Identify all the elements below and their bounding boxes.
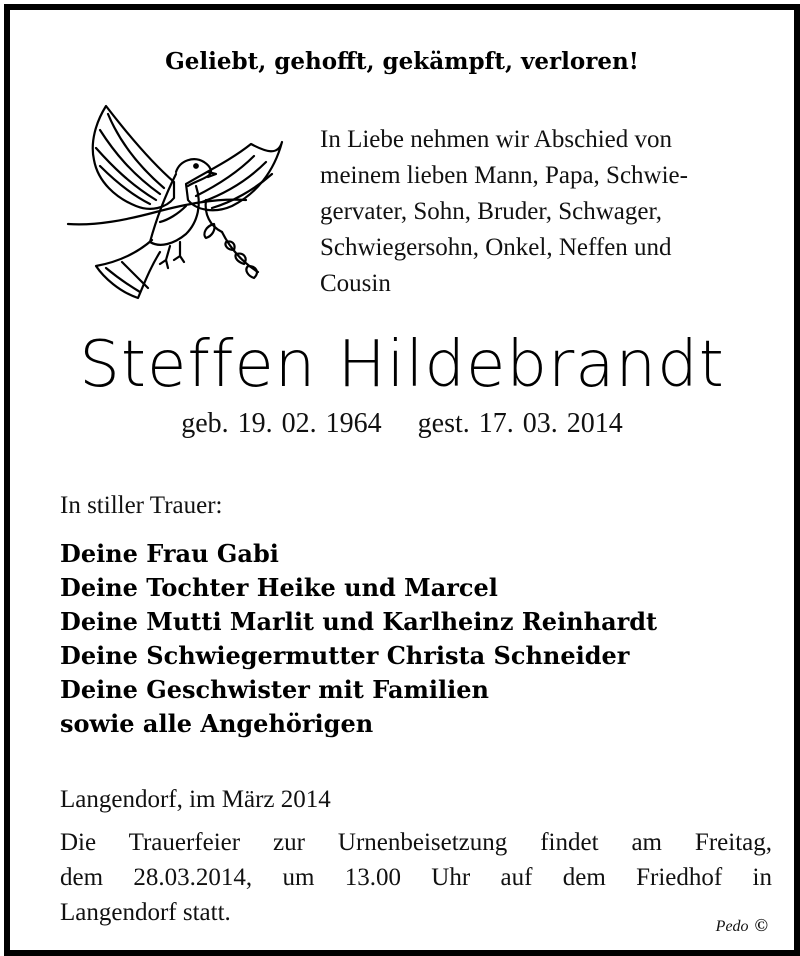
intro-text — [320, 122, 766, 302]
mourners-list — [60, 537, 657, 741]
notice-line: dem 28.03.2014, um 13.00 Uhr auf dem Friedhof in — [60, 864, 772, 891]
birth-date: geb. 19. 02. 1964 — [181, 408, 382, 439]
copyright-icon: © — [754, 915, 768, 935]
intro-line: Schwiegersohn, Onkel, Neffen und — [320, 234, 672, 261]
mourner-item: sowie alle Angehörigen — [60, 709, 374, 738]
place-date: Langendorf, im März 2014 — [60, 786, 331, 813]
notice-line: Die Trauerfeier zur Urnenbeisetzung findet am Freitag, — [60, 829, 772, 856]
mourning-intro: In stiller Trauer: — [60, 492, 223, 519]
intro-line: gervater, Sohn, Bruder, Schwager, — [320, 198, 663, 225]
funeral-notice — [60, 825, 772, 930]
obituary-notice — [4, 4, 800, 956]
mourner-item: Deine Geschwister mit Familien — [60, 675, 489, 704]
dove-icon — [56, 102, 296, 312]
signature: Pedo — [715, 918, 749, 935]
mourner-item: Deine Frau Gabi — [60, 539, 279, 568]
death-date: gest. 17. 03. 2014 — [417, 408, 623, 439]
intro-line: In Liebe nehmen wir Abschied von — [320, 126, 672, 153]
mourner-item: Deine Mutti Marlit und Karlheinz Reinhardt — [60, 607, 658, 636]
intro-line: Cousin — [320, 270, 391, 297]
motto-heading: Geliebt, gehofft, gekämpft, verloren! — [165, 48, 639, 75]
life-dates — [10, 408, 794, 440]
intro-line: meinem lieben Mann, Papa, Schwie- — [320, 162, 688, 189]
mourner-item: Deine Schwiegermutter Christa Schneider — [60, 641, 630, 670]
notice-line: Langendorf statt. — [60, 899, 231, 926]
publisher-credit — [716, 915, 768, 936]
deceased-name: Steffen Hildebrandt — [79, 328, 725, 402]
mourner-item: Deine Tochter Heike und Marcel — [60, 573, 498, 602]
